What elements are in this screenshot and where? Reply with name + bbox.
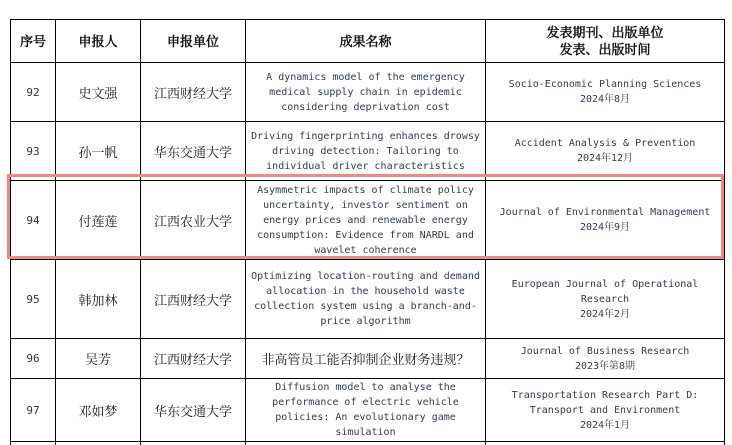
cell-seq: 93: [11, 122, 56, 181]
column-header-applicant: 申报人: [56, 20, 141, 63]
column-header-title: 成果名称: [246, 20, 486, 63]
cell-title: A dynamics model of the emergency medical supply chain in epidemic considering deprivation cost: [246, 63, 486, 122]
journal-name: Accident Analysis & Prevention: [514, 138, 696, 149]
publication-date: 2024年12月: [576, 153, 634, 164]
cell-org: 江西财经大学: [141, 260, 246, 339]
journal-name: Journal of Environmental Management: [499, 207, 711, 218]
column-header-org: 申报单位: [141, 20, 246, 63]
cell-title: Asymmetric impacts of climate policy uncertainty, investor sentiment on energy prices and renewable energy consumption: Evidence from NARDL and wavelet coherence: [246, 181, 486, 260]
cell-title: Driving fingerprinting enhances drowsy driving detection: Tailoring to individual driver characteristics: [246, 122, 486, 181]
cell-title: 非高管员工能否抑制企业财务违规？: [246, 339, 486, 379]
column-header-journal-line1: 发表期刊、出版单位: [546, 25, 664, 40]
column-header-journal: [486, 20, 725, 63]
table-row: [11, 379, 725, 442]
table-row-clipped: [11, 442, 725, 445]
cell-journal: [486, 442, 725, 445]
cell-seq: 92: [11, 63, 56, 122]
publication-date: 2024年2月: [579, 308, 631, 320]
cell-applicant: 韩加林: [56, 260, 141, 339]
cell-applicant: [56, 442, 141, 445]
cell-seq: 95: [11, 260, 56, 339]
cell-org: [141, 442, 246, 445]
journal-name: Journal of Business Research: [520, 345, 690, 357]
cell-applicant: 孙一帆: [56, 122, 141, 181]
table-header-row: [11, 20, 725, 63]
cell-journal: [486, 339, 725, 379]
cell-seq: 94: [11, 181, 56, 260]
publication-date: 2024年1月: [579, 419, 631, 431]
journal-name: Socio-Economic Planning Sciences: [508, 79, 702, 90]
results-table: [10, 19, 725, 445]
publication-date: 2023年第8期: [574, 360, 636, 372]
cell-title: Diffusion model to analyse the performance of electric vehicle policies: An evolutionary game simulation: [246, 379, 486, 442]
cell-title: [246, 442, 486, 445]
cell-journal: [486, 122, 725, 181]
cell-org: 华东交通大学: [141, 379, 246, 442]
table-row: [11, 122, 725, 181]
cell-title: Optimizing location-routing and demand allocation in the household waste collection system using a branch-and-price algorithm: [246, 260, 486, 339]
cell-applicant: 付莲莲: [56, 181, 141, 260]
journal-name: Transportation Research Part D: Transport and Environment: [511, 389, 699, 416]
publication-date: 2024年9月: [579, 222, 631, 233]
table-row: [11, 339, 725, 379]
cell-applicant: 邓如梦: [56, 379, 141, 442]
publication-date: 2024年8月: [579, 94, 631, 105]
cell-org: 华东交通大学: [141, 122, 246, 181]
cell-journal: [486, 181, 725, 260]
cell-seq: [11, 442, 56, 445]
cell-applicant: 史文强: [56, 63, 141, 122]
column-header-seq: 序号: [11, 20, 56, 63]
journal-name: European Journal of Operational Research: [511, 278, 699, 305]
cell-journal: [486, 379, 725, 442]
cell-journal: [486, 63, 725, 122]
cell-org: 江西农业大学: [141, 181, 246, 260]
cell-seq: 97: [11, 379, 56, 442]
table-row: [11, 63, 725, 122]
cell-seq: 96: [11, 339, 56, 379]
cell-journal: [486, 260, 725, 339]
cell-applicant: 吴芳: [56, 339, 141, 379]
cell-org: 江西财经大学: [141, 63, 246, 122]
column-header-journal-line2: 发表、出版时间: [559, 42, 651, 57]
table-row: [11, 260, 725, 339]
table-row-highlighted: [11, 181, 725, 260]
cell-org: 江西财经大学: [141, 339, 246, 379]
